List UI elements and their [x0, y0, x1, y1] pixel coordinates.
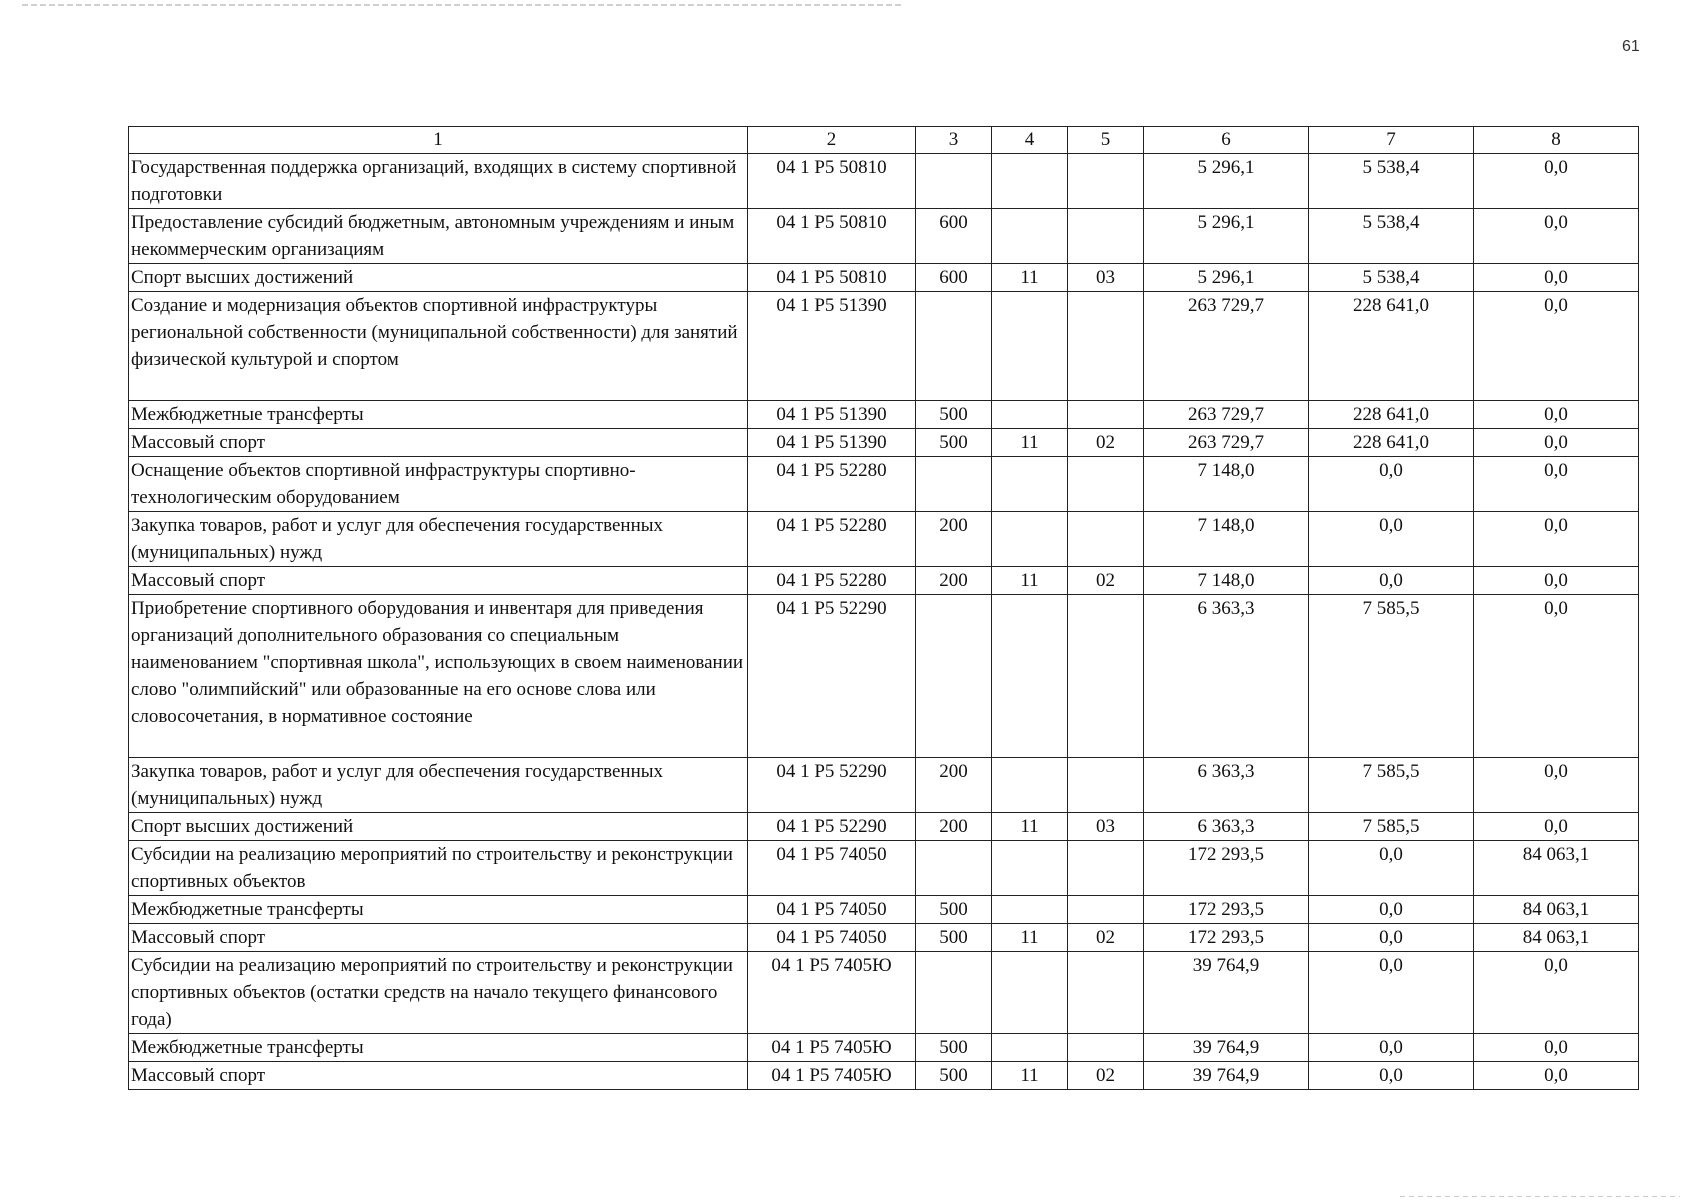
row-name: Массовый спорт	[129, 924, 748, 952]
table-row	[129, 209, 1639, 264]
row-value-6: 7 148,0	[1144, 567, 1309, 595]
row-value-8: 0,0	[1474, 1062, 1639, 1090]
table-row	[129, 401, 1639, 429]
row-value-6: 7 148,0	[1144, 512, 1309, 567]
row-pr: 02	[1068, 924, 1144, 952]
row-value-6: 5 296,1	[1144, 154, 1309, 209]
table-row	[129, 264, 1639, 292]
table-row	[129, 595, 1639, 758]
row-pr	[1068, 952, 1144, 1034]
row-pr	[1068, 401, 1144, 429]
table-row	[129, 292, 1639, 401]
scan-artifact-line	[1400, 1196, 1680, 1197]
table-row	[129, 429, 1639, 457]
row-pr	[1068, 896, 1144, 924]
row-code: 04 1 P5 51390	[748, 401, 916, 429]
row-value-7: 0,0	[1309, 952, 1474, 1034]
column-header: 1	[129, 127, 748, 154]
row-rz: 11	[992, 1062, 1068, 1090]
row-pr	[1068, 758, 1144, 813]
row-kvr: 500	[916, 1062, 992, 1090]
row-value-7: 0,0	[1309, 924, 1474, 952]
row-value-8: 84 063,1	[1474, 841, 1639, 896]
row-pr	[1068, 209, 1144, 264]
row-value-6: 263 729,7	[1144, 429, 1309, 457]
row-value-8: 0,0	[1474, 154, 1639, 209]
row-code: 04 1 P5 52290	[748, 758, 916, 813]
row-kvr: 200	[916, 567, 992, 595]
row-name: Спорт высших достижений	[129, 264, 748, 292]
row-value-7: 0,0	[1309, 1034, 1474, 1062]
row-value-6: 263 729,7	[1144, 401, 1309, 429]
budget-table	[128, 126, 1639, 1090]
row-code: 04 1 P5 51390	[748, 292, 916, 401]
row-value-7: 228 641,0	[1309, 401, 1474, 429]
row-value-6: 39 764,9	[1144, 1062, 1309, 1090]
row-value-6: 5 296,1	[1144, 264, 1309, 292]
row-kvr	[916, 457, 992, 512]
row-value-8: 0,0	[1474, 1034, 1639, 1062]
table-row	[129, 952, 1639, 1034]
row-kvr	[916, 154, 992, 209]
table-row	[129, 924, 1639, 952]
table-row	[129, 758, 1639, 813]
row-value-6: 172 293,5	[1144, 896, 1309, 924]
row-value-6: 172 293,5	[1144, 924, 1309, 952]
row-value-8: 0,0	[1474, 813, 1639, 841]
row-code: 04 1 P5 74050	[748, 841, 916, 896]
row-name: Массовый спорт	[129, 429, 748, 457]
table-row	[129, 457, 1639, 512]
row-pr	[1068, 154, 1144, 209]
row-value-6: 172 293,5	[1144, 841, 1309, 896]
row-name: Межбюджетные трансферты	[129, 401, 748, 429]
row-rz: 11	[992, 429, 1068, 457]
row-name: Государственная поддержка организаций, входящих в систему спортивной подготовки	[129, 154, 748, 209]
row-name: Создание и модернизация объектов спортивной инфраструктуры региональной собственности (муниципальной собственности) для занятий физической культурой и спортом	[129, 292, 748, 401]
row-value-7: 0,0	[1309, 1062, 1474, 1090]
row-kvr: 500	[916, 924, 992, 952]
row-rz: 11	[992, 813, 1068, 841]
row-rz	[992, 292, 1068, 401]
column-header: 3	[916, 127, 992, 154]
row-rz: 11	[992, 924, 1068, 952]
row-value-7: 5 538,4	[1309, 209, 1474, 264]
row-pr: 02	[1068, 429, 1144, 457]
row-code: 04 1 P5 52290	[748, 595, 916, 758]
row-value-7: 0,0	[1309, 512, 1474, 567]
row-value-7: 5 538,4	[1309, 154, 1474, 209]
row-pr: 03	[1068, 813, 1144, 841]
row-rz	[992, 209, 1068, 264]
row-rz	[992, 595, 1068, 758]
row-value-7: 0,0	[1309, 896, 1474, 924]
row-kvr: 200	[916, 512, 992, 567]
row-value-6: 6 363,3	[1144, 595, 1309, 758]
row-rz	[992, 896, 1068, 924]
row-name: Субсидии на реализацию мероприятий по строительству и реконструкции спортивных объектов (остатки средств на начало текущего финансового года)	[129, 952, 748, 1034]
row-pr	[1068, 595, 1144, 758]
row-pr	[1068, 1034, 1144, 1062]
row-kvr: 500	[916, 401, 992, 429]
row-value-7: 7 585,5	[1309, 813, 1474, 841]
row-code: 04 1 P5 52280	[748, 512, 916, 567]
row-value-8: 0,0	[1474, 595, 1639, 758]
row-kvr	[916, 595, 992, 758]
row-value-7: 5 538,4	[1309, 264, 1474, 292]
row-value-8: 0,0	[1474, 264, 1639, 292]
row-code: 04 1 P5 74050	[748, 896, 916, 924]
row-value-7: 228 641,0	[1309, 429, 1474, 457]
row-rz	[992, 457, 1068, 512]
row-pr	[1068, 841, 1144, 896]
table-row	[129, 841, 1639, 896]
row-kvr: 500	[916, 896, 992, 924]
row-rz: 11	[992, 264, 1068, 292]
row-rz	[992, 1034, 1068, 1062]
row-value-7: 0,0	[1309, 457, 1474, 512]
table-row	[129, 154, 1639, 209]
row-pr: 03	[1068, 264, 1144, 292]
row-value-8: 0,0	[1474, 401, 1639, 429]
row-pr	[1068, 512, 1144, 567]
row-pr	[1068, 457, 1144, 512]
row-value-7: 0,0	[1309, 841, 1474, 896]
row-name: Оснащение объектов спортивной инфраструктуры спортивно-технологическим оборудованием	[129, 457, 748, 512]
row-kvr: 200	[916, 813, 992, 841]
table-row	[129, 813, 1639, 841]
row-name: Предоставление субсидий бюджетным, автономным учреждениям и иным некоммерческим организациям	[129, 209, 748, 264]
row-kvr	[916, 841, 992, 896]
row-kvr: 500	[916, 1034, 992, 1062]
row-pr: 02	[1068, 1062, 1144, 1090]
column-header: 6	[1144, 127, 1309, 154]
row-code: 04 1 P5 50810	[748, 209, 916, 264]
page-number: 61	[1622, 38, 1640, 55]
row-rz	[992, 841, 1068, 896]
row-value-7: 0,0	[1309, 567, 1474, 595]
row-value-8: 84 063,1	[1474, 896, 1639, 924]
row-value-8: 0,0	[1474, 209, 1639, 264]
row-value-7: 7 585,5	[1309, 758, 1474, 813]
row-value-6: 6 363,3	[1144, 758, 1309, 813]
column-header: 7	[1309, 127, 1474, 154]
row-name: Межбюджетные трансферты	[129, 1034, 748, 1062]
scan-artifact-line	[22, 4, 902, 6]
row-code: 04 1 P5 7405Ю	[748, 1062, 916, 1090]
table-row	[129, 896, 1639, 924]
row-value-8: 0,0	[1474, 429, 1639, 457]
row-value-7: 7 585,5	[1309, 595, 1474, 758]
row-code: 04 1 P5 74050	[748, 924, 916, 952]
row-value-8: 0,0	[1474, 758, 1639, 813]
row-rz	[992, 512, 1068, 567]
table-row	[129, 567, 1639, 595]
row-kvr: 200	[916, 758, 992, 813]
row-value-6: 39 764,9	[1144, 952, 1309, 1034]
column-header: 8	[1474, 127, 1639, 154]
row-rz	[992, 401, 1068, 429]
row-kvr: 500	[916, 429, 992, 457]
row-value-8: 84 063,1	[1474, 924, 1639, 952]
row-kvr: 600	[916, 264, 992, 292]
row-value-8: 0,0	[1474, 457, 1639, 512]
table-row	[129, 1034, 1639, 1062]
row-name: Закупка товаров, работ и услуг для обеспечения государственных (муниципальных) нужд	[129, 758, 748, 813]
table-row	[129, 512, 1639, 567]
column-header: 2	[748, 127, 916, 154]
row-value-8: 0,0	[1474, 512, 1639, 567]
row-name: Субсидии на реализацию мероприятий по строительству и реконструкции спортивных объектов	[129, 841, 748, 896]
row-code: 04 1 P5 7405Ю	[748, 1034, 916, 1062]
row-value-7: 228 641,0	[1309, 292, 1474, 401]
column-header: 4	[992, 127, 1068, 154]
row-code: 04 1 P5 50810	[748, 154, 916, 209]
row-code: 04 1 P5 50810	[748, 264, 916, 292]
row-kvr	[916, 292, 992, 401]
row-value-6: 6 363,3	[1144, 813, 1309, 841]
row-pr: 02	[1068, 567, 1144, 595]
column-header: 5	[1068, 127, 1144, 154]
row-name: Межбюджетные трансферты	[129, 896, 748, 924]
row-code: 04 1 P5 52280	[748, 567, 916, 595]
table-header-row	[129, 127, 1639, 154]
row-name: Закупка товаров, работ и услуг для обеспечения государственных (муниципальных) нужд	[129, 512, 748, 567]
row-code: 04 1 P5 52290	[748, 813, 916, 841]
row-value-6: 39 764,9	[1144, 1034, 1309, 1062]
row-name: Спорт высших достижений	[129, 813, 748, 841]
row-rz	[992, 758, 1068, 813]
row-name: Приобретение спортивного оборудования и инвентаря для приведения организаций дополнительного образования со специальным наименованием "спортивная школа", использующих в своем наименовании слово "олимпийский" или образованные на его основе слова или словосочетания, в нормативное состояние	[129, 595, 748, 758]
row-name: Массовый спорт	[129, 567, 748, 595]
row-code: 04 1 P5 51390	[748, 429, 916, 457]
row-code: 04 1 P5 7405Ю	[748, 952, 916, 1034]
row-value-8: 0,0	[1474, 952, 1639, 1034]
row-value-8: 0,0	[1474, 567, 1639, 595]
table-row	[129, 1062, 1639, 1090]
row-rz	[992, 952, 1068, 1034]
row-kvr	[916, 952, 992, 1034]
row-pr	[1068, 292, 1144, 401]
row-rz: 11	[992, 567, 1068, 595]
row-value-6: 7 148,0	[1144, 457, 1309, 512]
row-value-6: 263 729,7	[1144, 292, 1309, 401]
row-value-6: 5 296,1	[1144, 209, 1309, 264]
row-value-8: 0,0	[1474, 292, 1639, 401]
row-name: Массовый спорт	[129, 1062, 748, 1090]
row-kvr: 600	[916, 209, 992, 264]
row-code: 04 1 P5 52280	[748, 457, 916, 512]
row-rz	[992, 154, 1068, 209]
